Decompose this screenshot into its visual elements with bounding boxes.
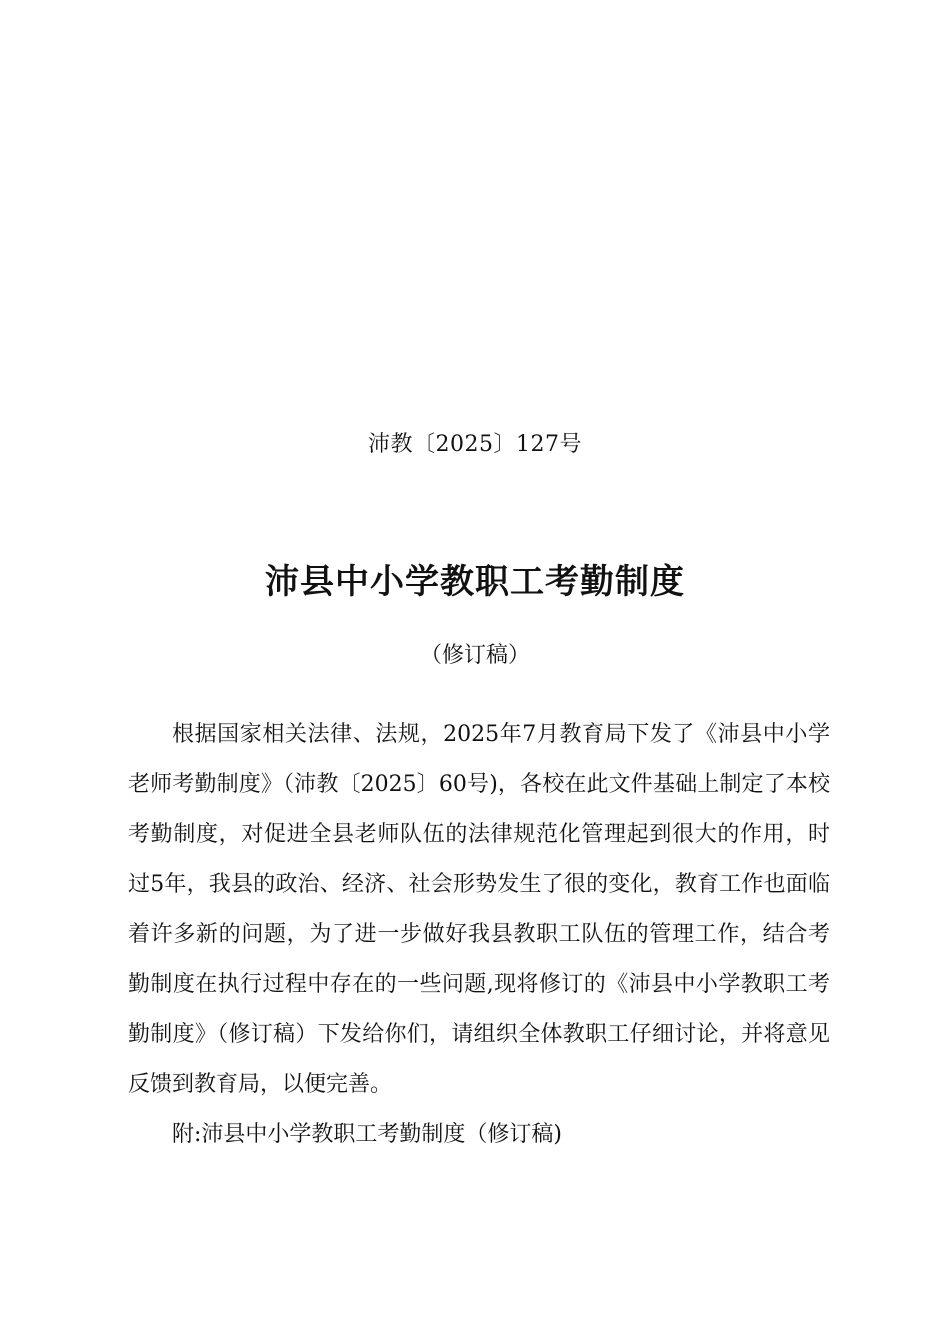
document-number: 沛教〔2025〕127号	[368, 432, 582, 457]
body-paragraph: 根据国家相关法律、法规，2025年7月教育局下发了《沛县中小学老师考勤制度》（沛教〔2025〕60号)，各校在此文件基础上制定了本校考勤制度，对促进全县老师队伍的法律规范化管理起到很大的作用，时过5年，我县的政治、经济、社会形势发生了很的变化，教育工作也面临着许多新的问题，为了进一步做好我县教职工队伍的管理工作，结合考勤制度在执行过程中存在的一些问题,现将修订的《沛县中小学教职工考勤制度》（修订稿）下发给你们，请组织全体教职工仔细讨论，并将意见反馈到教育局，以便完善。	[128, 722, 830, 1097]
document-body	[128, 710, 830, 1160]
document-subtitle: （修订稿）	[419, 643, 530, 668]
document-title: 沛县中小学教职工考勤制度	[265, 562, 685, 602]
attachment-note: 附:沛县中小学教职工考勤制度（修订稿)	[172, 1122, 562, 1147]
